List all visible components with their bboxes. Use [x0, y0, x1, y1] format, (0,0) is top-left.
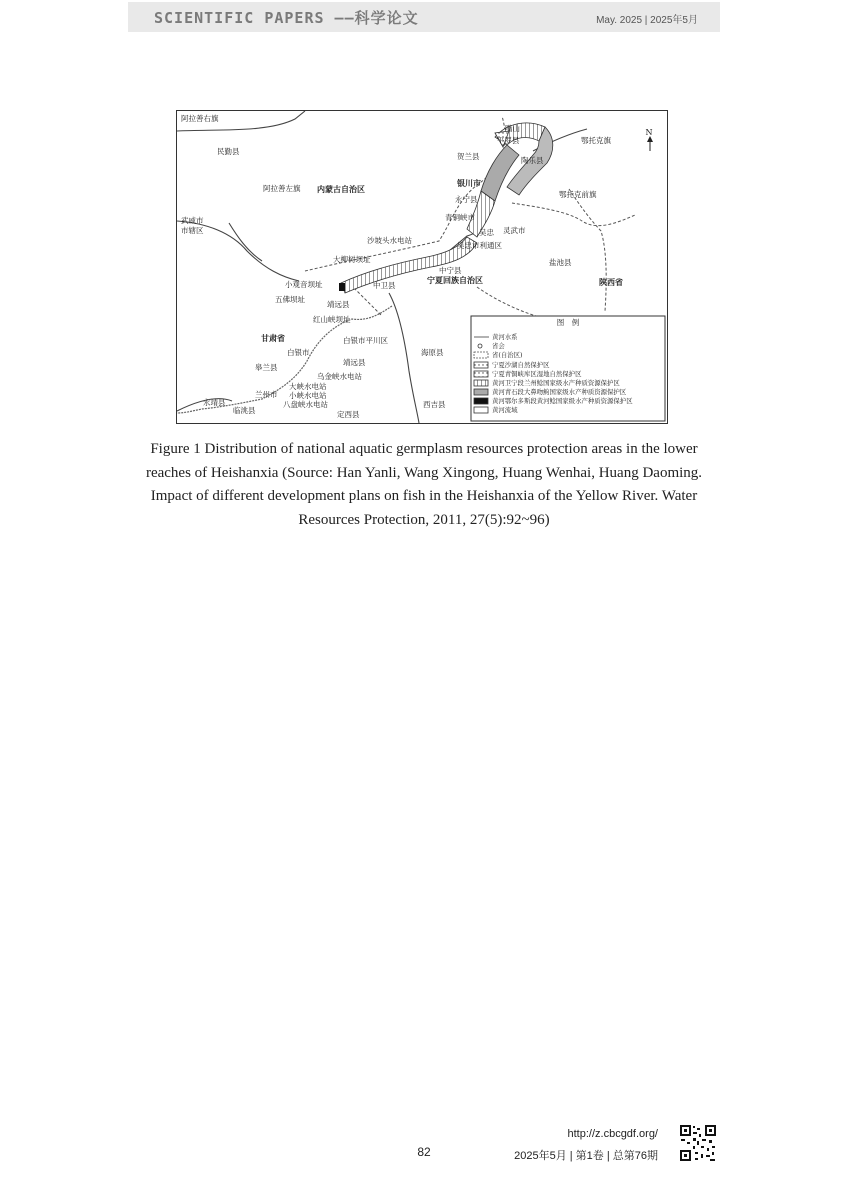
- north-arrow: [647, 136, 653, 151]
- protection-band-yinchuan: [481, 145, 519, 201]
- label-yongjing: 永靖县: [203, 398, 226, 407]
- label-dingxi: 定西县: [337, 410, 360, 419]
- protection-band-ordos: [339, 283, 345, 291]
- legend-item-0: 黄河水系: [492, 333, 518, 341]
- legend-item-4: 宁夏青铜峡库区湿地自然保护区: [492, 370, 582, 378]
- label-xiaoxia: 小峡水电站: [289, 391, 327, 400]
- label-xiji: 西吉县: [423, 400, 446, 409]
- label-inner-mongolia: 内蒙古自治区: [317, 184, 365, 194]
- label-yongning: 永宁县: [455, 195, 478, 204]
- label-daliushu: 大柳树坝址: [333, 255, 371, 264]
- page-number: 82: [417, 1145, 431, 1159]
- label-zhongwei: 中卫县: [373, 281, 396, 290]
- label-wufo: 五佛坝址: [275, 295, 305, 304]
- label-jingyuan-top: 靖远县: [327, 300, 350, 309]
- label-qingtongxia: 青铜峡市: [445, 213, 475, 222]
- label-otog-front: 鄂托克前旗: [559, 190, 597, 199]
- label-wuwei-district: 市辖区: [181, 226, 204, 235]
- label-hongshanxia: 红山峡坝址: [313, 315, 351, 324]
- figure-caption: Figure 1 Distribution of national aquatic germplasm resources protection areas in the lower reaches of Heishanxia (Source: Han Yanli, Wang Xingong, Huang Wenhai, Huang Daoming. Impact of different development plans on fish in the Heishanxia of the Yellow River. Water Resources Protection, 2011, 27(5):92~96): [145, 441, 703, 528]
- label-gansu: 甘肃省: [261, 333, 285, 343]
- label-jingyuan-mid: 靖远县: [343, 358, 366, 367]
- label-linxia: 临洮县: [233, 406, 256, 415]
- label-shizuishan: 嘴山: [505, 124, 520, 133]
- label-pingluo: 平罗县: [497, 136, 520, 145]
- label-otog: 鄂托克旗: [581, 136, 611, 145]
- label-helan: 贺兰县: [457, 152, 480, 161]
- label-alashan-left: 阿拉善左旗: [263, 184, 301, 193]
- label-alashan-right: 阿拉善右旗: [181, 114, 219, 123]
- legend-item-2: 省(自治区): [492, 351, 523, 359]
- legend-item-3: 宁夏沙湖自然保护区: [492, 361, 550, 369]
- label-haiyuan: 海原县: [421, 348, 444, 357]
- legend-title: 图 例: [556, 318, 580, 327]
- label-wuwei: 武威市: [181, 216, 204, 225]
- label-shapotou: 沙坡头水电站: [367, 236, 412, 245]
- qr-code-icon: [679, 1124, 717, 1162]
- journal-title: SCIENTIFIC PAPERS ——科学论文: [154, 9, 419, 27]
- label-pingchuan: 白银市平川区: [343, 336, 388, 345]
- label-litong: 吴忠市利通区: [457, 241, 502, 250]
- label-zhongning: 中宁县: [439, 266, 462, 275]
- legend-item-6: 黄河青石段大鼻吻鮈国家级水产种质资源保护区: [492, 388, 627, 396]
- label-gaolan: 皋兰县: [255, 363, 278, 372]
- label-daxia: 大峡水电站: [289, 382, 327, 391]
- footer-url[interactable]: http://z.cbcgdf.org/: [567, 1128, 658, 1140]
- label-wujin: 乌金峡水电站: [317, 372, 362, 381]
- label-yinchuan: 银川市: [457, 178, 481, 188]
- label-baiyin: 白银市: [287, 348, 310, 357]
- legend-item-7: 黄河鄂尔多斯段黄河鲶国家级水产种质资源保护区: [492, 397, 633, 405]
- label-minqin: 民勤县: [217, 147, 240, 156]
- north-label: N: [645, 128, 653, 137]
- legend-item-5: 黄河卫宁段兰州鲶国家级水产种质资源保护区: [492, 379, 620, 387]
- footer-issue: 2025年5月 | 第1卷 | 总第76期: [514, 1150, 658, 1162]
- label-taole: 陶乐县: [521, 156, 544, 165]
- issue-date: May. 2025 | 2025年5月: [596, 15, 698, 26]
- label-shaanxi: 陕西省: [599, 277, 623, 287]
- legend-item-8: 黄河流域: [492, 406, 518, 414]
- legend-item-1: 省会: [492, 342, 505, 350]
- map-figure: [176, 110, 668, 424]
- label-bapan: 八盘峡水电站: [283, 400, 328, 409]
- label-lingwu: 灵武市: [503, 226, 526, 235]
- page-header: [128, 2, 720, 32]
- label-wuzhong: 吴忠: [479, 228, 494, 237]
- label-ningxia: 宁夏回族自治区: [427, 275, 483, 285]
- label-xiaoguanyin: 小观音坝址: [285, 280, 323, 289]
- map-svg: [177, 111, 667, 423]
- label-lanzhou: 兰州市: [255, 390, 278, 399]
- label-yanchi: 盐池县: [549, 258, 572, 267]
